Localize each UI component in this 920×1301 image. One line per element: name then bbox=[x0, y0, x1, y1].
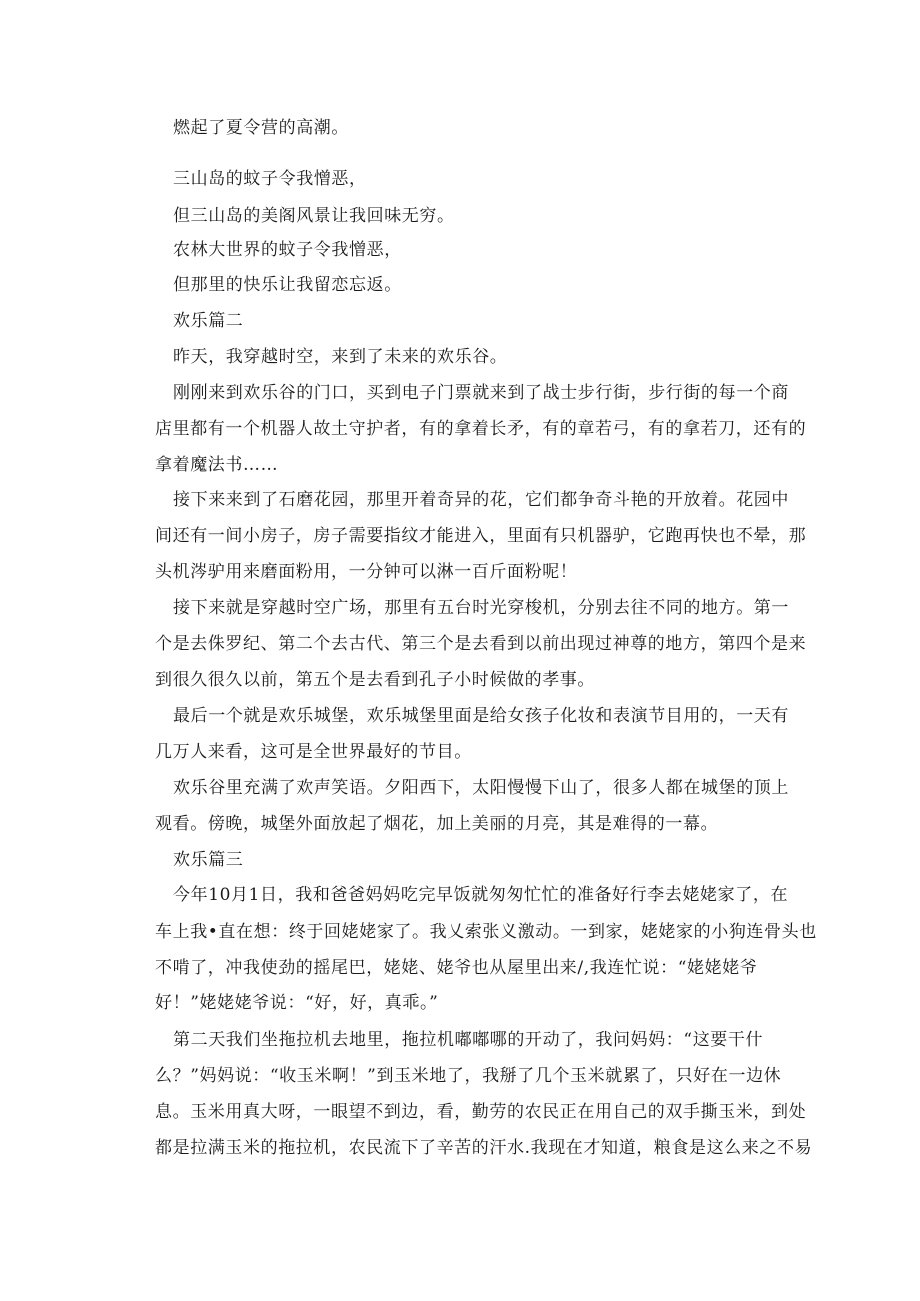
paragraph-line: 拿着魔法书…… bbox=[155, 455, 279, 475]
paragraph-line: 刚刚来到欢乐谷的门口，买到电子门票就来到了战士步行街，步行街的每一个商 bbox=[173, 383, 789, 403]
text-line: 燃起了夏令营的高潮。 bbox=[173, 118, 349, 138]
paragraph-line: 接下来就是穿越时空广场，那里有五台时光穿梭机，分别去往不同的地方。第一 bbox=[173, 598, 789, 618]
paragraph-line: 接下来来到了石磨花园，那里开着奇异的花，它们都争奇斗艳的开放着。花园中 bbox=[173, 490, 789, 510]
paragraph-line: 好！”姥姥姥爷说：“好，好，真乖。” bbox=[155, 993, 439, 1013]
paragraph-line: 个是去侏罗纪、第二个去古代、第三个是去看到以前出现过神尊的地方，第四个是来 bbox=[155, 634, 807, 654]
poem-line: 但那里的快乐让我留恋忘返。 bbox=[173, 275, 402, 295]
paragraph-line: 息。玉米用真大呀，一眼望不到边，看，勤劳的农民正在用自己的双手撕玉米，到处 bbox=[155, 1102, 807, 1122]
poem-line: 但三山岛的美阁风景让我回味无穷。 bbox=[173, 206, 455, 226]
paragraph-line: 车上我•直在想：终于回姥姥家了。我乂索张义激动。一到家，姥姥家的小狗连骨头也 bbox=[155, 922, 817, 942]
paragraph-line: 今年10月1日，我和爸爸妈妈吃完早饭就匆匆忙忙的准备好行李去姥姥家了，在 bbox=[173, 885, 789, 905]
paragraph-line: 么？”妈妈说：“收玉米啊！”到玉米地了，我掰了几个玉米就累了，只好在一边休 bbox=[155, 1066, 782, 1086]
paragraph-line: 头机涔驴用来磨面粉用，一分钟可以淋一百斤面粉呢！ bbox=[155, 562, 578, 582]
paragraph-line: 都是拉满玉米的拖拉机，农民流下了辛苦的汗水.我现在才知道，粮食是这么来之不易 bbox=[155, 1138, 813, 1158]
paragraph-line: 店里都有一个机器人故土守护者，有的拿着长矛，有的章若弓，有的拿若刀，还有的 bbox=[155, 419, 807, 439]
poem-line: 三山岛的蚊子令我憎恶， bbox=[173, 169, 367, 189]
paragraph-line: 到很久很久以前，第五个是去看到孔子小时候做的孝事。 bbox=[155, 670, 595, 690]
paragraph-line: 不啃了，冲我使劲的摇尾巴，姥姥、姥爷也从屋里出来/,我连忙说：“姥姥姥爷 bbox=[155, 958, 758, 978]
paragraph-line: 间还有一间小房子，房子需要指纹才能进入，里面有只机器驴，它跑再快也不晕，那 bbox=[155, 526, 807, 546]
section-heading: 欢乐篇三 bbox=[173, 850, 244, 870]
paragraph-line: 几万人来看，这可是全世界最好的节目。 bbox=[155, 742, 472, 762]
paragraph-line: 欢乐谷里充满了欢声笑语。夕阳西下，太阳慢慢下山了，很多人都在城堡的顶上 bbox=[173, 778, 789, 798]
poem-line: 农林大世界的蚊子令我憎恶， bbox=[173, 240, 402, 260]
paragraph-line: 观看。傍晚，城堡外面放起了烟花，加上美丽的月亮，其是难得的一幕。 bbox=[155, 814, 719, 834]
paragraph-line: 第二天我们坐拖拉机去地里，拖拉机嘟嘟哪的开动了，我问妈妈：“这要干什 bbox=[173, 1030, 764, 1050]
paragraph-line: 最后一个就是欢乐城堡，欢乐城堡里面是给女孩子化妆和表演节目用的，一天有 bbox=[173, 706, 789, 726]
section-heading: 欢乐篇二 bbox=[173, 311, 244, 331]
paragraph-line: 昨天，我穿越时空，来到了未来的欢乐谷。 bbox=[173, 347, 508, 367]
